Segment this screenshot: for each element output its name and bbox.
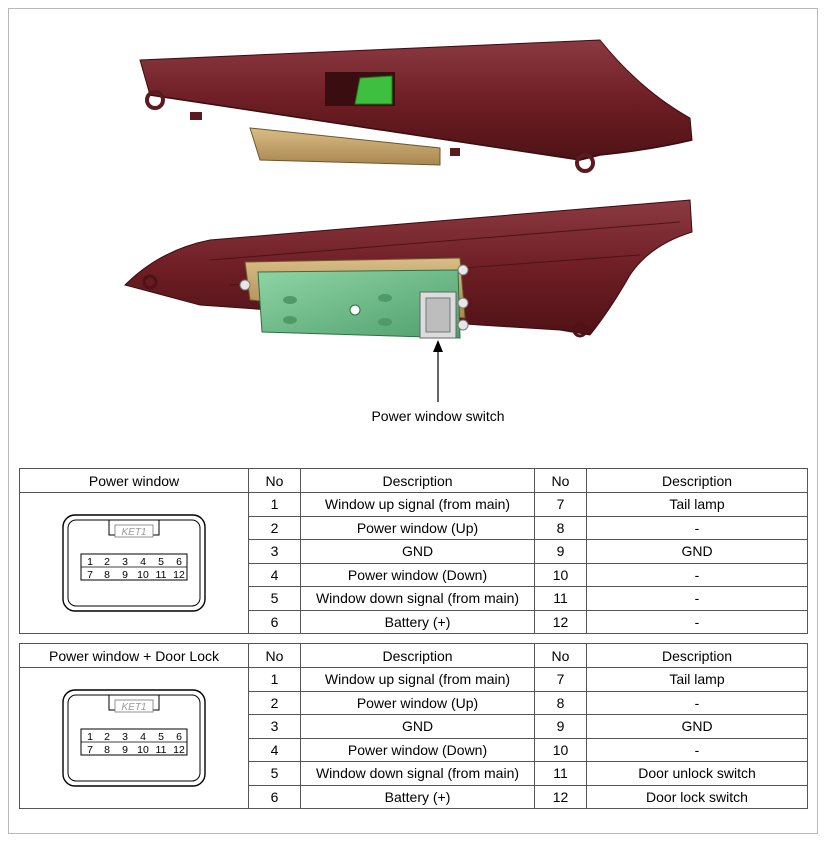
pin-7: 7: [87, 569, 93, 581]
pin-description: Window up signal (from main): [301, 668, 535, 692]
pin-12: 12: [173, 744, 185, 756]
pin-1: 1: [87, 731, 93, 743]
pin-no: 10: [535, 738, 587, 762]
pin-no: 7: [535, 493, 587, 517]
pin-4: 4: [140, 731, 146, 743]
pin-5: 5: [158, 556, 164, 568]
pin-2: 2: [104, 556, 110, 568]
pin-11: 11: [155, 744, 167, 756]
pin-no: 7: [535, 668, 587, 692]
pin-3: 3: [122, 731, 128, 743]
pin-no: 5: [249, 587, 301, 611]
pin-no: 8: [535, 516, 587, 540]
pin-12: 12: [173, 569, 185, 581]
pin-no: 1: [249, 493, 301, 517]
connector-diagram-cell: [20, 668, 249, 809]
pin-6: 6: [176, 556, 182, 568]
pin-no: 4: [249, 563, 301, 587]
pin-description: Battery (+): [301, 610, 535, 634]
description-header: Description: [587, 644, 808, 668]
pin-description: -: [587, 563, 808, 587]
pin-description: Window down signal (from main): [301, 587, 535, 611]
description-header: Description: [301, 644, 535, 668]
pin-11: 11: [155, 569, 167, 581]
pin-8: 8: [104, 569, 110, 581]
pin-10: 10: [137, 569, 149, 581]
connector-diagram-cell: [20, 493, 249, 634]
pin-description: Window up signal (from main): [301, 493, 535, 517]
pin-1: 1: [87, 556, 93, 568]
pin-description: GND: [301, 540, 535, 564]
table-header-row: [20, 644, 808, 668]
pin-no: 5: [249, 762, 301, 786]
table-row: [20, 668, 808, 692]
no-header: No: [249, 644, 301, 668]
pin-description: Tail lamp: [587, 493, 808, 517]
pin-no: 9: [535, 715, 587, 739]
pin-4: 4: [140, 556, 146, 568]
pin-9: 9: [122, 744, 128, 756]
pin-description: Power window (Up): [301, 691, 535, 715]
pin-description: Door unlock switch: [587, 762, 808, 786]
description-header: Description: [301, 469, 535, 493]
connector-code-label: KET1: [121, 702, 147, 713]
table-header-row: [20, 469, 808, 493]
pin-description: Door lock switch: [587, 785, 808, 809]
pin-description: -: [587, 516, 808, 540]
pin-no: 1: [249, 668, 301, 692]
pin-no: 6: [249, 785, 301, 809]
pin-description: Battery (+): [301, 785, 535, 809]
pin-no: 3: [249, 715, 301, 739]
pin-description: Power window (Up): [301, 516, 535, 540]
pin-no: 8: [535, 691, 587, 715]
pin-no: 11: [535, 587, 587, 611]
callout-label: Power window switch: [371, 408, 505, 424]
pin-description: -: [587, 691, 808, 715]
pin-no: 12: [535, 785, 587, 809]
pin-description: -: [587, 738, 808, 762]
connector-header: Power window + Door Lock: [20, 644, 249, 668]
pin-3: 3: [122, 556, 128, 568]
connector-face-icon: [59, 511, 209, 615]
pin-9: 9: [122, 569, 128, 581]
connector-header: Power window: [20, 469, 249, 493]
pin-description: GND: [587, 540, 808, 564]
pin-description: Tail lamp: [587, 668, 808, 692]
pin-no: 6: [249, 610, 301, 634]
pin-2: 2: [104, 731, 110, 743]
no-header: No: [535, 644, 587, 668]
pin-no: 2: [249, 691, 301, 715]
pin-8: 8: [104, 744, 110, 756]
pin-description: -: [587, 587, 808, 611]
pin-no: 9: [535, 540, 587, 564]
pin-description: GND: [301, 715, 535, 739]
pin-no: 11: [535, 762, 587, 786]
pin-description: Power window (Down): [301, 738, 535, 762]
pin-no: 10: [535, 563, 587, 587]
connector-code-label: KET1: [121, 527, 147, 538]
lower-trim-view: [125, 200, 692, 338]
pin-7: 7: [87, 744, 93, 756]
description-header: Description: [587, 469, 808, 493]
pin-table-power-window: [19, 468, 808, 634]
table-row: [20, 493, 808, 517]
pin-no: 4: [249, 738, 301, 762]
no-header: No: [535, 469, 587, 493]
pin-10: 10: [137, 744, 149, 756]
connector-face-icon: [59, 686, 209, 790]
pin-description: Power window (Down): [301, 563, 535, 587]
pin-no: 3: [249, 540, 301, 564]
upper-trim-view: [140, 40, 692, 171]
pin-6: 6: [176, 731, 182, 743]
pin-no: 2: [249, 516, 301, 540]
pin-5: 5: [158, 731, 164, 743]
callout-arrow: [433, 340, 443, 402]
pin-description: Window down signal (from main): [301, 762, 535, 786]
pin-no: 12: [535, 610, 587, 634]
pin-description: GND: [587, 715, 808, 739]
no-header: No: [249, 469, 301, 493]
pin-table-power-window-door-lock: [19, 643, 808, 809]
pin-description: -: [587, 610, 808, 634]
